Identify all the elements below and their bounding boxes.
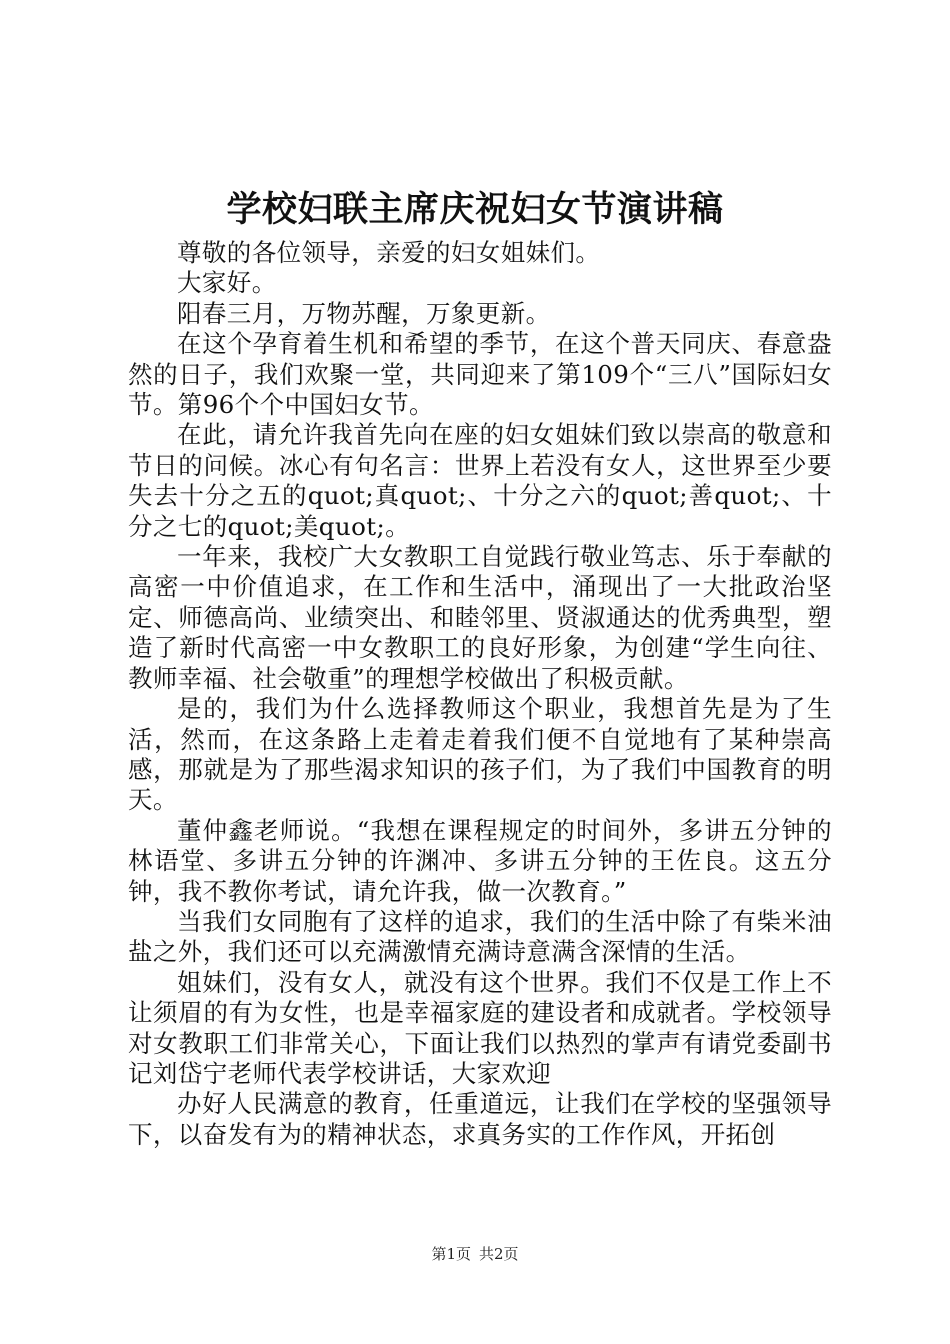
page-footer — [0, 1244, 950, 1264]
paragraph: 尊敬的各位领导，亲爱的妇女姐妹们。 — [177, 238, 601, 267]
paragraph: 当我们女同胞有了这样的追求，我们的生活中除了有柴米油盐之外，我们还可以充满激情充满诗意满含深情的生活。 — [128, 906, 832, 967]
page-total: 共2页 — [479, 1245, 519, 1263]
paragraph: 阳春三月，万物苏醒，万象更新。 — [177, 298, 551, 328]
paragraph: 在此，请允许我首先向在座的妇女姐妹们致以崇高的敬意和节日的问候。冰心有句名言：世界上若没有女人，这世界至少要失去十分之五的quot;真quot;、十分之六的quot;善quot;、十分之七的quot;美quot;。 — [128, 420, 832, 541]
paragraph: 是的，我们为什么选择教师这个职业，我想首先是为了生活，然而，在这条路上走着走着我们便不自觉地有了某种崇高感，那就是为了那些渴求知识的孩子们，为了我们中国教育的明天。 — [128, 694, 832, 815]
paragraph: 一年来，我校广大女教职工自觉践行敬业笃志、乐于奉献的高密一中价值追求，在工作和生活中，涌现出了一大批政治坚定、师德高尚、业绩突出、和睦邻里、贤淑通达的优秀典型，塑造了新时代高密一中女教职工的良好形象，为创建“学生向往、教师幸福、社会敬重”的理想学校做出了积极贡献。 — [128, 542, 832, 693]
document-body — [128, 238, 832, 1150]
paragraph: 办好人民满意的教育，任重道远，让我们在学校的坚强领导下，以奋发有为的精神状态，求真务实的工作作风，开拓创 — [128, 1089, 832, 1149]
document-title: 学校妇联主席庆祝妇女节演讲稿 — [226, 189, 724, 230]
paragraph: 大家好。 — [177, 268, 277, 298]
paragraph: 董仲鑫老师说。“我想在课程规定的时间外，多讲五分钟的林语堂、多讲五分钟的许渊冲、多讲五分钟的王佐良。这五分钟，我不教你考试，请允许我，做一次教育。” — [128, 815, 832, 906]
paragraph: 姐妹们，没有女人，就没有这个世界。我们不仅是工作上不让须眉的有为女性，也是幸福家庭的建设者和成就者。学校领导对女教职工们非常关心，下面让我们以热烈的掌声有请党委副书记刘岱宁老师代表学校讲话，大家欢迎 — [128, 967, 832, 1088]
page-number: 第1页 — [431, 1245, 471, 1263]
paragraph: 在这个孕育着生机和希望的季节，在这个普天同庆、春意盎然的日子，我们欢聚一堂，共同迎来了第109个“三八”国际妇女节。第96个个中国妇女节。 — [128, 329, 832, 420]
